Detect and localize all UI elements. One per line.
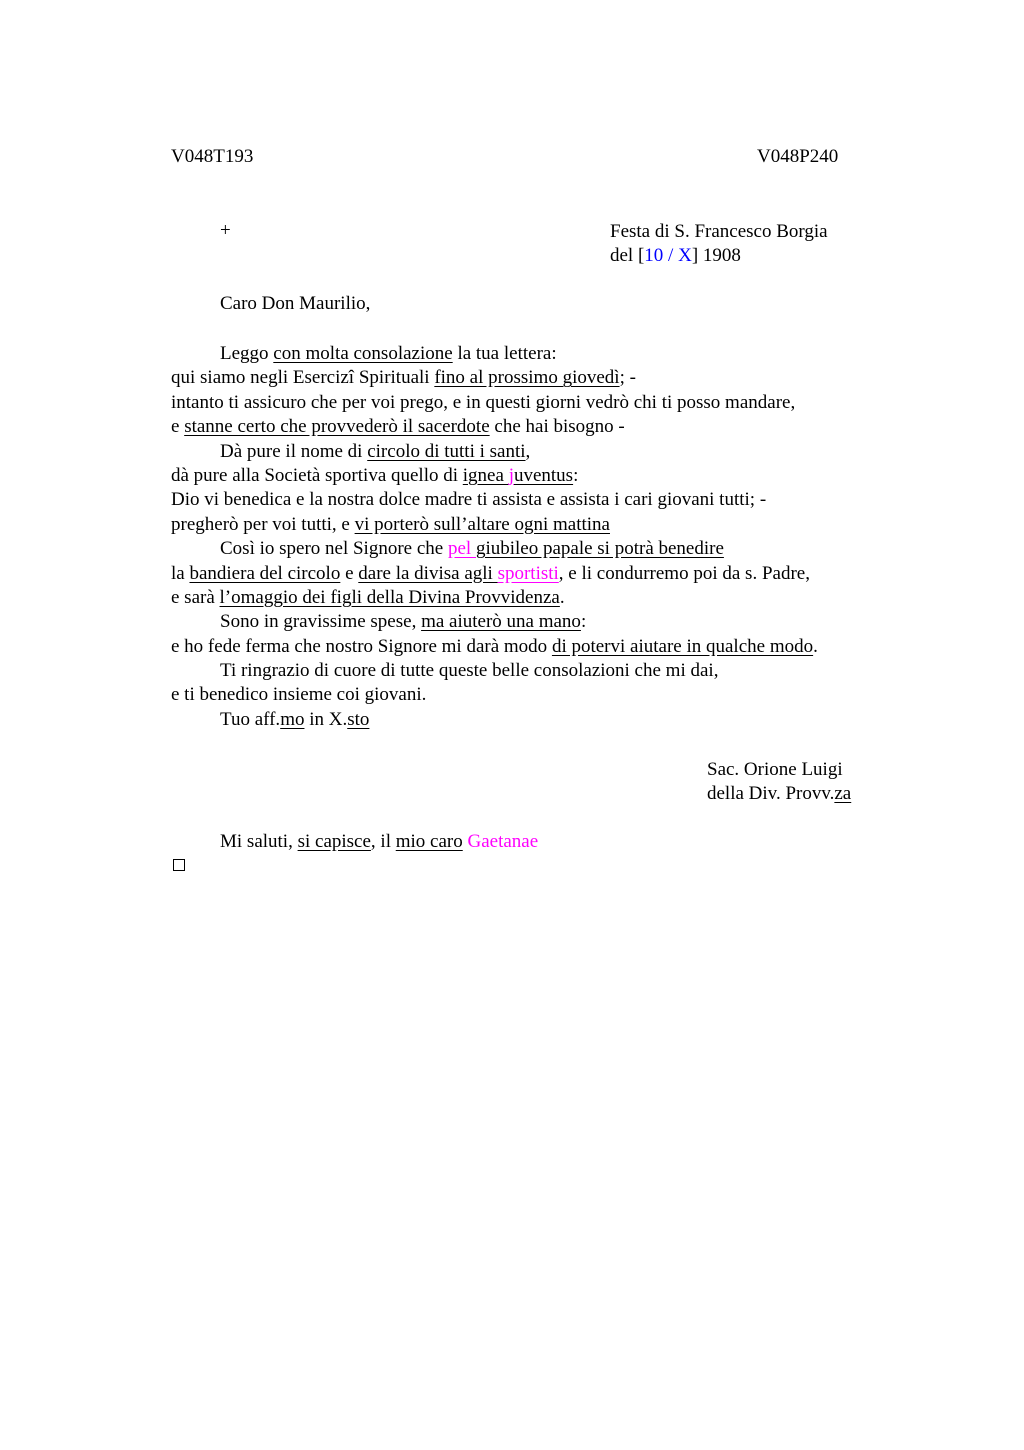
letter-line <box>171 440 891 464</box>
text-segment: in X. <box>304 708 348 730</box>
text-segment: , e li condurremo poi da s. Padre, <box>558 562 810 584</box>
text-segment: si capisce <box>297 831 371 852</box>
letter-line <box>171 659 891 683</box>
dateline-year: ] 1908 <box>691 245 741 267</box>
text-segment: ma aiuterò una mano <box>421 611 581 633</box>
letter-body <box>171 342 891 732</box>
postscript <box>220 831 538 853</box>
text-segment: con molta consolazione <box>273 343 453 364</box>
text-segment: e sarà <box>171 586 220 608</box>
text-segment: la tua lettera: <box>452 343 557 364</box>
letter-line <box>171 537 891 561</box>
text-segment: bandiera del circolo <box>189 562 341 584</box>
text-segment: uventus <box>513 464 574 486</box>
letter-line <box>171 464 891 488</box>
document-code-left: V048T193 <box>171 146 254 167</box>
text-segment: circolo di tutti i santi <box>367 440 526 462</box>
signature-title <box>707 782 851 806</box>
letter-line <box>171 610 891 634</box>
letter-line <box>171 708 891 732</box>
text-segment: fino al prossimo giovedì <box>434 367 620 389</box>
text-segment: e <box>171 416 185 438</box>
letter-line <box>171 635 891 659</box>
signature-title-suffix: za <box>834 783 852 805</box>
text-segment: Ti ringrazio di cuore di tutte queste belle consolazioni che mi dai, <box>220 660 719 682</box>
text-segment: di potervi aiutare in qualche modo <box>551 635 814 657</box>
text-segment: intanto ti assicuro che per voi prego, e in questi giorni vedrò chi ti posso mandare, <box>171 391 796 413</box>
text-segment: e ti benedico insieme coi giovani. <box>171 684 427 706</box>
text-segment: dà pure alla Società sportiva quello di <box>171 464 463 486</box>
text-segment: Gaetanae <box>467 831 539 852</box>
letter-line <box>171 391 891 415</box>
letter-line <box>171 488 891 512</box>
text-segment: : <box>580 611 587 633</box>
text-segment: : <box>573 464 579 486</box>
text-segment: ignea <box>462 464 509 486</box>
text-segment: Leggo <box>220 343 274 364</box>
letter-line <box>171 513 891 537</box>
letter-line <box>171 562 891 586</box>
cross-mark: + <box>220 220 231 241</box>
text-segment: mo <box>280 708 305 730</box>
text-segment: qui siamo negli Esercizi <box>171 367 355 389</box>
signature-title-prefix: della Div. Provv. <box>707 783 835 805</box>
dateline-del: del [ <box>610 245 645 267</box>
text-segment: Tuo aff. <box>220 708 281 730</box>
dateline-feast: Festa di S. Francesco Borgia <box>610 221 828 242</box>
signature <box>707 758 851 807</box>
document-code-right: V048P240 <box>757 146 839 167</box>
text-segment: , <box>525 440 531 462</box>
letter-line <box>171 415 891 439</box>
text-segment: e ho fede ferma che nostro Signore mi darà modo <box>171 635 552 657</box>
text-segment: l’omaggio dei figli della Divina Provvidenza <box>219 586 560 608</box>
dateline-day: 10 <box>644 245 664 267</box>
dateline-date <box>610 244 828 268</box>
text-segment: Dio vi benedica e la nostra dolce madre ti assista e assista i cari giovani tutti; - <box>171 489 767 511</box>
text-segment: e <box>340 562 359 584</box>
dateline <box>610 220 828 269</box>
text-segment: che hai bisogno - <box>489 416 625 438</box>
text-segment: la <box>171 562 190 584</box>
letter-line <box>171 342 891 366</box>
text-segment: Così io spero nel Signore che <box>220 538 448 560</box>
text-segment: vi porterò sull’altare ogni mattina <box>354 513 610 535</box>
text-segment: pregherò per voi tutti, e <box>171 513 355 535</box>
text-segment: , il <box>370 831 396 852</box>
text-segment: ; - <box>619 367 636 389</box>
text-segment: . <box>559 586 565 608</box>
text-segment: Sono in gravissime spese, <box>220 611 422 633</box>
text-segment: dare la divisa agli <box>358 562 498 584</box>
text-segment: giubileo papale si potrà benedire <box>475 538 724 560</box>
signature-name: Sac. Orione Luigi <box>707 759 843 780</box>
text-segment: Spirituali <box>354 367 435 389</box>
text-segment: sto <box>347 708 370 730</box>
text-segment: . <box>813 635 818 657</box>
letter-line <box>171 683 891 707</box>
dateline-separator: / <box>663 245 679 267</box>
text-segment: pel <box>447 538 476 560</box>
letter-line <box>171 586 891 610</box>
text-segment: stanne certo che provvederò il sacerdote <box>184 416 490 438</box>
text-segment: j <box>508 464 514 486</box>
checkbox-square-icon <box>173 859 185 871</box>
text-segment: sportisti <box>497 562 559 584</box>
dateline-month: X <box>678 245 692 267</box>
salutation: Caro Don Maurilio, <box>220 293 371 314</box>
text-segment: mio caro <box>395 831 463 852</box>
text-segment: Dà pure il nome di <box>220 440 368 462</box>
text-segment: Mi saluti, <box>220 831 298 852</box>
letter-line <box>171 366 891 390</box>
